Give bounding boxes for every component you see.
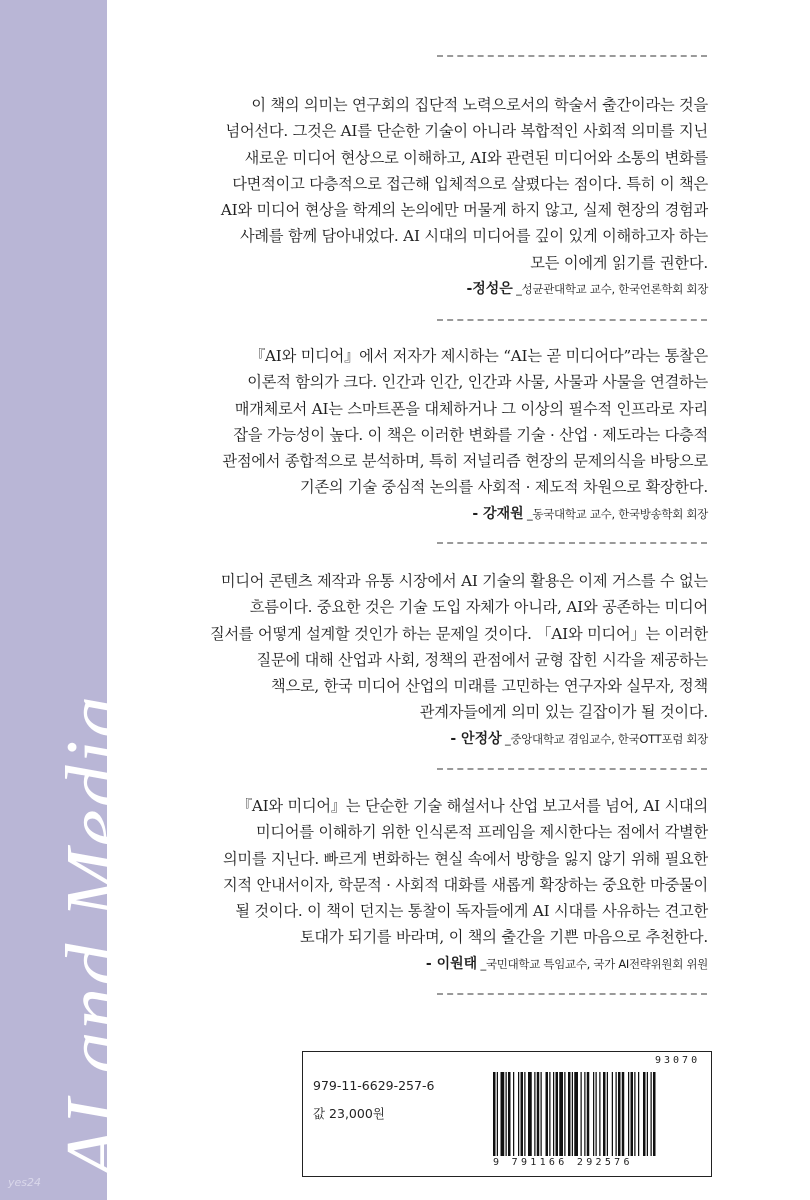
barcode-bar (524, 1072, 525, 1156)
barcode-bar (643, 1072, 646, 1156)
barcode-bar (618, 1072, 621, 1156)
quote-line: 될 것이다. 이 책이 던지는 통찰이 독자들에게 AI 시대를 사유하는 견고한 (235, 902, 708, 921)
quote-line: 넘어선다. 그것은 AI를 단순한 기술이 아니라 복합적인 사회적 의미를 지닌 (225, 122, 708, 141)
barcode-bar (574, 1072, 578, 1156)
isbn-number: 979-11-6629-257-6 (313, 1078, 435, 1093)
quote-line: 질문에 대해 산업과 사회, 정책의 관점에서 균형 잡힌 시각을 제공하는 (256, 650, 708, 669)
quote-line: 다면적이고 다층적으로 접근해 입체적으로 살폈다는 점이다. 특히 이 책은 (232, 174, 708, 193)
divider (437, 993, 707, 995)
quote-line: 관계자들에게 의미 있는 길잡이가 될 것이다. (419, 703, 708, 722)
quote-line: 『AI와 미디어』는 단순한 기술 해설서나 산업 보고서를 넘어, AI 시대의 (236, 797, 708, 815)
barcode-bar (628, 1072, 629, 1156)
quote-line: 토대가 되기를 바라며, 이 책의 출간을 기쁜 마음으로 추천한다. (299, 928, 708, 947)
quote-line: 의미를 지닌다. 빠르게 변화하는 현실 속에서 방향을 잃지 않기 위해 필요한 (222, 849, 708, 868)
quote-line: 질서를 어떻게 설계할 것인가 하는 문제일 것이다. 「AI와 미디어」는 이러한 (209, 624, 708, 643)
barcode-bar (521, 1072, 524, 1156)
barcode-bar (534, 1072, 535, 1156)
author-name: - 이원태 (425, 955, 478, 972)
quote-signature (160, 728, 708, 748)
barcode-bar (634, 1072, 635, 1156)
quote-line: 사례를 함께 담아내었다. AI 시대의 미디어를 깊이 있게 이해하고자 하는 (239, 227, 708, 246)
barcode-bar (546, 1072, 549, 1156)
quote-line: 관점에서 종합적으로 분석하며, 특히 저널리즘 현장의 문제의식을 바탕으로 (222, 452, 708, 471)
spine-title: AI and Media (49, 694, 142, 1180)
barcode-bar (587, 1072, 590, 1156)
barcode-bar (501, 1072, 505, 1156)
barcode-bar (612, 1072, 613, 1156)
barcode-bar (593, 1072, 594, 1156)
barcode-bar (564, 1072, 565, 1156)
barcode-bar (622, 1072, 625, 1156)
quote-line: 매개체로서 AI는 스마트폰을 대체하거나 그 이상의 필수적 인프라로 자리 (234, 399, 708, 418)
barcode-bar (584, 1072, 585, 1156)
barcode-bars (493, 1072, 703, 1156)
barcode-bar (616, 1072, 617, 1156)
quote-line: 지적 안내서이자, 학문적 · 사회적 대화를 새롭게 확장하는 중요한 마중물이 (222, 875, 708, 894)
quote-line: 이론적 함의가 크다. 인간과 인간, 인간과 사물, 사물과 사물을 연결하는 (247, 373, 708, 392)
barcode-bar (572, 1072, 573, 1156)
author-name: - 안정상 (450, 730, 502, 747)
barcode-bar (528, 1072, 532, 1156)
author-role: _동국대학교 교수, 한국방송학회 회장 (523, 506, 708, 521)
barcode-bar (549, 1072, 550, 1156)
divider (437, 55, 707, 57)
barcode-bar (518, 1072, 519, 1156)
quote-line: 새로운 미디어 현상으로 이해하고, AI와 관련된 미디어와 소통의 변화를 (244, 148, 708, 167)
barcode-bar (559, 1072, 563, 1156)
barcode-bar (553, 1072, 554, 1156)
quote-line: 모든 이에게 읽기를 권한다. (530, 253, 708, 272)
isbn-price-box (302, 1051, 712, 1177)
quote-signature (160, 278, 708, 298)
barcode-bar (581, 1072, 582, 1156)
barcode-bar (537, 1072, 540, 1156)
quote-1 (160, 92, 708, 298)
barcode-bar (631, 1072, 634, 1156)
barcode-bar (647, 1072, 648, 1156)
barcode-addon-digits: 93070 (655, 1055, 701, 1066)
quote-line: AI와 미디어 현상을 학계의 논의에만 머물게 하지 않고, 실제 현장의 경험과 (220, 201, 708, 220)
barcode (493, 1072, 703, 1160)
barcode-bar (497, 1072, 498, 1156)
watermark: yes24 (8, 1176, 42, 1189)
quote-4 (160, 793, 708, 973)
quote-line: 이 책의 의미는 연구회의 집단적 노력으로서의 학술서 출간이라는 것을 (251, 96, 708, 114)
divider (437, 768, 707, 770)
author-name: - 강재원 (472, 505, 524, 522)
quote-line: 기존의 기술 중심적 논의를 사회적 · 제도적 차원으로 확장한다. (299, 478, 708, 497)
quote-line: 미디어 콘텐츠 제작과 유통 시장에서 AI 기술의 활용은 이제 거스를 수 없는 (220, 572, 708, 590)
barcode-bar (556, 1072, 559, 1156)
author-role: _국민대학교 특임교수, 국가 AI전략위원회 위원 (477, 956, 708, 971)
quote-line: 잡을 가능성이 높다. 이 책은 이러한 변화를 기술 · 산업 · 제도라는 다층적 (233, 425, 708, 444)
author-name: -정성은 (466, 281, 513, 298)
barcode-bar (508, 1072, 511, 1156)
author-role: _중앙대학교 겸임교수, 한국OTT포럼 회장 (501, 731, 708, 746)
barcode-bar (607, 1072, 608, 1156)
quote-signature (160, 953, 708, 973)
barcode-bar (493, 1072, 496, 1156)
barcode-bar (568, 1072, 571, 1156)
barcode-bar (603, 1072, 606, 1156)
barcode-bar (638, 1072, 639, 1156)
price-label: 값 23,000원 (313, 1106, 385, 1121)
divider (437, 542, 707, 544)
quote-line: 흐름이다. 중요한 것은 기술 도입 자체가 아니라, AI와 공존하는 미디어 (249, 598, 708, 617)
barcode-bar (513, 1072, 514, 1156)
barcode-bar (506, 1072, 507, 1156)
barcode-bar (596, 1072, 597, 1156)
quote-line: 책으로, 한국 미디어 산업의 미래를 고민하는 연구자와 실무자, 정책 (271, 677, 708, 696)
quote-signature (160, 503, 708, 523)
author-role: _성균관대학교 교수, 한국언론학회 회장 (512, 282, 708, 297)
quote-line: 미디어를 이해하기 위한 인식론적 프레임을 제시한다는 점에서 각별한 (255, 823, 708, 842)
barcode-bar (653, 1072, 656, 1156)
barcode-bar (599, 1072, 600, 1156)
barcode-digits: 9 791166 292576 (493, 1157, 633, 1168)
quote-line: 『AI와 미디어』에서 저자가 제시하는 “AI는 곧 미디어다”라는 통찰은 (250, 347, 708, 365)
barcode-bar (541, 1072, 542, 1156)
barcode-bar (651, 1072, 652, 1156)
quote-2 (160, 343, 708, 523)
quote-3 (160, 568, 708, 748)
divider (437, 319, 707, 321)
